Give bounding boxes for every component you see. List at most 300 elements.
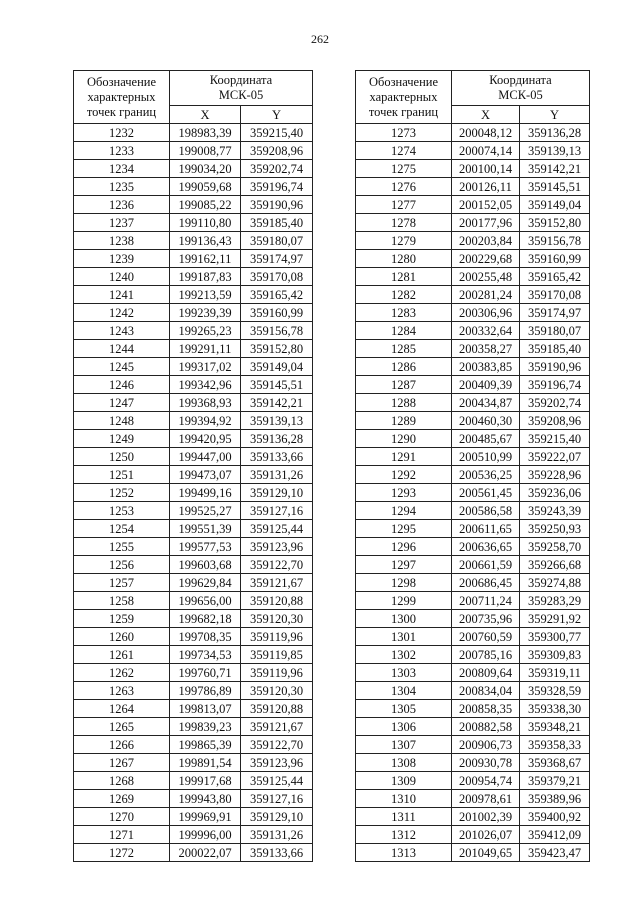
x-coordinate-cell: 199110,80: [170, 214, 241, 232]
point-number-cell: 1251: [74, 466, 170, 484]
point-number-cell: 1253: [74, 502, 170, 520]
table-row: [356, 772, 590, 790]
x-coordinate-cell: 200858,35: [452, 700, 520, 718]
point-number-cell: 1311: [356, 808, 452, 826]
table-row: [356, 754, 590, 772]
y-coordinate-cell: 359127,16: [241, 502, 313, 520]
y-coordinate-cell: 359202,74: [520, 394, 590, 412]
point-number-cell: 1285: [356, 340, 452, 358]
table-row: [74, 286, 313, 304]
y-coordinate-cell: 359222,07: [520, 448, 590, 466]
y-coordinate-cell: 359208,96: [241, 142, 313, 160]
point-number-cell: 1289: [356, 412, 452, 430]
x-coordinate-cell: 200255,48: [452, 268, 520, 286]
x-coordinate-cell: 199059,68: [170, 178, 241, 196]
table-row: [356, 466, 590, 484]
table-row: [356, 304, 590, 322]
y-coordinate-cell: 359300,77: [520, 628, 590, 646]
point-number-cell: 1283: [356, 304, 452, 322]
table-row: [356, 322, 590, 340]
x-coordinate-cell: 199420,95: [170, 430, 241, 448]
y-coordinate-cell: 359368,67: [520, 754, 590, 772]
table-row: [74, 700, 313, 718]
x-coordinate-cell: 199291,11: [170, 340, 241, 358]
x-coordinate-cell: 200978,61: [452, 790, 520, 808]
table-row: [74, 574, 313, 592]
table-row: [74, 682, 313, 700]
table-header: [356, 71, 590, 124]
table-row: [356, 178, 590, 196]
x-coordinate-cell: 200203,84: [452, 232, 520, 250]
x-coordinate-cell: 200460,30: [452, 412, 520, 430]
y-coordinate-cell: 359145,51: [520, 178, 590, 196]
point-number-cell: 1312: [356, 826, 452, 844]
point-number-cell: 1308: [356, 754, 452, 772]
point-number-cell: 1287: [356, 376, 452, 394]
table-row: [74, 322, 313, 340]
point-number-cell: 1232: [74, 124, 170, 142]
point-number-cell: 1302: [356, 646, 452, 664]
point-number-cell: 1266: [74, 736, 170, 754]
x-coordinate-cell: 199891,54: [170, 754, 241, 772]
table-row: [356, 358, 590, 376]
table-row: [356, 340, 590, 358]
x-coordinate-cell: 199708,35: [170, 628, 241, 646]
x-coordinate-cell: 199265,23: [170, 322, 241, 340]
point-number-cell: 1270: [74, 808, 170, 826]
x-coordinate-cell: 199813,07: [170, 700, 241, 718]
x-coordinate-cell: 200434,87: [452, 394, 520, 412]
y-coordinate-cell: 359165,42: [520, 268, 590, 286]
x-coordinate-cell: 201026,07: [452, 826, 520, 844]
table-row: [74, 160, 313, 178]
y-coordinate-cell: 359348,21: [520, 718, 590, 736]
x-coordinate-cell: 199342,96: [170, 376, 241, 394]
table-row: [356, 412, 590, 430]
y-coordinate-cell: 359190,96: [241, 196, 313, 214]
point-number-cell: 1252: [74, 484, 170, 502]
y-coordinate-cell: 359120,88: [241, 592, 313, 610]
x-coordinate-cell: 199551,39: [170, 520, 241, 538]
point-number-cell: 1244: [74, 340, 170, 358]
point-number-cell: 1306: [356, 718, 452, 736]
x-coordinate-cell: 199525,27: [170, 502, 241, 520]
x-coordinate-cell: 201002,39: [452, 808, 520, 826]
x-coordinate-cell: 199577,53: [170, 538, 241, 556]
table-row: [356, 556, 590, 574]
x-coordinate-cell: 200735,96: [452, 610, 520, 628]
y-coordinate-cell: 359131,26: [241, 826, 313, 844]
y-coordinate-cell: 359120,30: [241, 610, 313, 628]
x-coordinate-cell: 200611,65: [452, 520, 520, 538]
x-coordinate-cell: 200229,68: [452, 250, 520, 268]
x-column-header: X: [452, 106, 520, 124]
point-number-cell: 1245: [74, 358, 170, 376]
x-coordinate-cell: 199786,89: [170, 682, 241, 700]
point-number-cell: 1274: [356, 142, 452, 160]
x-coordinate-cell: 200954,74: [452, 772, 520, 790]
point-number-cell: 1295: [356, 520, 452, 538]
point-number-cell: 1265: [74, 718, 170, 736]
x-coordinate-cell: 200048,12: [452, 124, 520, 142]
table-row: [74, 340, 313, 358]
point-number-cell: 1300: [356, 610, 452, 628]
table-row: [74, 790, 313, 808]
y-column-header: Y: [520, 106, 590, 124]
y-coordinate-cell: 359160,99: [520, 250, 590, 268]
table-row: [74, 430, 313, 448]
table-row: [74, 394, 313, 412]
table-row: [74, 844, 313, 862]
y-coordinate-cell: 359119,85: [241, 646, 313, 664]
point-number-cell: 1304: [356, 682, 452, 700]
table-row: [356, 196, 590, 214]
table-row: [356, 808, 590, 826]
table-row: [356, 142, 590, 160]
y-coordinate-cell: 359180,07: [241, 232, 313, 250]
point-number-cell: 1309: [356, 772, 452, 790]
x-column-header: X: [170, 106, 241, 124]
table-row: [356, 700, 590, 718]
y-coordinate-cell: 359136,28: [241, 430, 313, 448]
table-row: [74, 214, 313, 232]
coordinate-system-header: Координата МСК-05: [170, 71, 313, 106]
point-number-cell: 1262: [74, 664, 170, 682]
x-coordinate-cell: 200906,73: [452, 736, 520, 754]
table-row: [74, 448, 313, 466]
y-coordinate-cell: 359133,66: [241, 448, 313, 466]
x-coordinate-cell: 200536,25: [452, 466, 520, 484]
x-coordinate-cell: 199187,83: [170, 268, 241, 286]
table-row: [74, 628, 313, 646]
table-row: [74, 610, 313, 628]
table-row: [74, 772, 313, 790]
point-number-cell: 1291: [356, 448, 452, 466]
x-coordinate-cell: 200332,64: [452, 322, 520, 340]
y-coordinate-cell: 359156,78: [241, 322, 313, 340]
x-coordinate-cell: 199996,00: [170, 826, 241, 844]
y-coordinate-cell: 359121,67: [241, 574, 313, 592]
y-coordinate-cell: 359131,26: [241, 466, 313, 484]
coordinates-table-right: [355, 70, 590, 862]
y-coordinate-cell: 359119,96: [241, 628, 313, 646]
y-coordinate-cell: 359243,39: [520, 502, 590, 520]
y-coordinate-cell: 359123,96: [241, 538, 313, 556]
table-row: [74, 646, 313, 664]
point-number-cell: 1276: [356, 178, 452, 196]
y-coordinate-cell: 359170,08: [241, 268, 313, 286]
point-number-cell: 1261: [74, 646, 170, 664]
y-coordinate-cell: 359160,99: [241, 304, 313, 322]
point-number-cell: 1233: [74, 142, 170, 160]
table-row: [74, 538, 313, 556]
y-coordinate-cell: 359142,21: [241, 394, 313, 412]
point-number-cell: 1234: [74, 160, 170, 178]
x-coordinate-cell: 200383,85: [452, 358, 520, 376]
table-row: [356, 286, 590, 304]
x-coordinate-cell: 200358,27: [452, 340, 520, 358]
x-coordinate-cell: 199682,18: [170, 610, 241, 628]
point-number-cell: 1260: [74, 628, 170, 646]
point-number-cell: 1241: [74, 286, 170, 304]
point-number-cell: 1243: [74, 322, 170, 340]
table-row: [74, 718, 313, 736]
table-row: [74, 826, 313, 844]
point-number-cell: 1275: [356, 160, 452, 178]
y-coordinate-cell: 359196,74: [241, 178, 313, 196]
table-row: [356, 844, 590, 862]
point-number-cell: 1269: [74, 790, 170, 808]
y-coordinate-cell: 359180,07: [520, 322, 590, 340]
y-coordinate-cell: 359338,30: [520, 700, 590, 718]
table-row: [356, 250, 590, 268]
point-number-cell: 1236: [74, 196, 170, 214]
point-number-cell: 1264: [74, 700, 170, 718]
x-coordinate-cell: 200686,45: [452, 574, 520, 592]
x-coordinate-cell: 200177,96: [452, 214, 520, 232]
x-coordinate-cell: 199085,22: [170, 196, 241, 214]
point-number-cell: 1273: [356, 124, 452, 142]
table-row: [356, 736, 590, 754]
y-coordinate-cell: 359121,67: [241, 718, 313, 736]
table-row: [74, 556, 313, 574]
table-row: [74, 196, 313, 214]
table-row: [74, 502, 313, 520]
x-coordinate-cell: 200074,14: [452, 142, 520, 160]
x-coordinate-cell: 200785,16: [452, 646, 520, 664]
y-coordinate-cell: 359202,74: [241, 160, 313, 178]
point-number-cell: 1263: [74, 682, 170, 700]
point-number-cell: 1256: [74, 556, 170, 574]
point-number-cell: 1242: [74, 304, 170, 322]
y-coordinate-cell: 359236,06: [520, 484, 590, 502]
y-coordinate-cell: 359412,09: [520, 826, 590, 844]
x-coordinate-cell: 200306,96: [452, 304, 520, 322]
y-coordinate-cell: 359123,96: [241, 754, 313, 772]
point-number-cell: 1292: [356, 466, 452, 484]
point-number-cell: 1288: [356, 394, 452, 412]
x-coordinate-cell: 200882,58: [452, 718, 520, 736]
x-coordinate-cell: 200930,78: [452, 754, 520, 772]
x-coordinate-cell: 199499,16: [170, 484, 241, 502]
x-coordinate-cell: 200281,24: [452, 286, 520, 304]
y-coordinate-cell: 359196,74: [520, 376, 590, 394]
y-coordinate-cell: 359274,88: [520, 574, 590, 592]
table-row: [74, 304, 313, 322]
x-coordinate-cell: 200760,59: [452, 628, 520, 646]
x-coordinate-cell: 199734,53: [170, 646, 241, 664]
y-coordinate-cell: 359125,44: [241, 772, 313, 790]
x-coordinate-cell: 200561,45: [452, 484, 520, 502]
table-row: [74, 592, 313, 610]
y-coordinate-cell: 359129,10: [241, 808, 313, 826]
x-coordinate-cell: 199656,00: [170, 592, 241, 610]
y-coordinate-cell: 359145,51: [241, 376, 313, 394]
table-row: [356, 376, 590, 394]
x-coordinate-cell: 199239,39: [170, 304, 241, 322]
point-number-cell: 1303: [356, 664, 452, 682]
x-coordinate-cell: 200022,07: [170, 844, 241, 862]
point-number-cell: 1290: [356, 430, 452, 448]
x-coordinate-cell: 199865,39: [170, 736, 241, 754]
point-number-cell: 1299: [356, 592, 452, 610]
y-coordinate-cell: 359174,97: [520, 304, 590, 322]
table-row: [356, 592, 590, 610]
y-coordinate-cell: 359136,28: [520, 124, 590, 142]
table-row: [356, 682, 590, 700]
table-row: [356, 268, 590, 286]
point-number-cell: 1258: [74, 592, 170, 610]
x-coordinate-cell: 199473,07: [170, 466, 241, 484]
x-coordinate-cell: 200100,14: [452, 160, 520, 178]
point-number-cell: 1239: [74, 250, 170, 268]
table-row: [356, 826, 590, 844]
x-coordinate-cell: 200711,24: [452, 592, 520, 610]
x-coordinate-cell: 200586,58: [452, 502, 520, 520]
x-coordinate-cell: 199034,20: [170, 160, 241, 178]
table-row: [74, 412, 313, 430]
point-number-cell: 1298: [356, 574, 452, 592]
x-coordinate-cell: 200661,59: [452, 556, 520, 574]
point-number-cell: 1246: [74, 376, 170, 394]
point-number-cell: 1278: [356, 214, 452, 232]
table-row: [74, 178, 313, 196]
x-coordinate-cell: 199136,43: [170, 232, 241, 250]
coordinates-table-left: [73, 70, 313, 862]
table-row: [74, 376, 313, 394]
x-coordinate-cell: 199447,00: [170, 448, 241, 466]
point-number-cell: 1297: [356, 556, 452, 574]
point-number-cell: 1267: [74, 754, 170, 772]
table-row: [356, 484, 590, 502]
point-number-cell: 1237: [74, 214, 170, 232]
table-row: [74, 232, 313, 250]
point-number-cell: 1280: [356, 250, 452, 268]
table-body: [74, 124, 313, 862]
y-coordinate-cell: 359129,10: [241, 484, 313, 502]
table-row: [356, 124, 590, 142]
table-row: [74, 808, 313, 826]
table-row: [74, 142, 313, 160]
point-number-cell: 1271: [74, 826, 170, 844]
point-number-cell: 1286: [356, 358, 452, 376]
y-coordinate-cell: 359266,68: [520, 556, 590, 574]
y-coordinate-cell: 359258,70: [520, 538, 590, 556]
x-coordinate-cell: 199943,80: [170, 790, 241, 808]
x-coordinate-cell: 199969,91: [170, 808, 241, 826]
y-coordinate-cell: 359139,13: [241, 412, 313, 430]
table-row: [74, 520, 313, 538]
x-coordinate-cell: 199760,71: [170, 664, 241, 682]
y-coordinate-cell: 359423,47: [520, 844, 590, 862]
x-coordinate-cell: 200809,64: [452, 664, 520, 682]
point-number-cell: 1279: [356, 232, 452, 250]
y-coordinate-cell: 359122,70: [241, 556, 313, 574]
table-row: [74, 484, 313, 502]
point-number-cell: 1250: [74, 448, 170, 466]
point-number-cell: 1293: [356, 484, 452, 502]
point-label-header: Обозначение характерных точек границ: [74, 71, 170, 124]
table-row: [356, 214, 590, 232]
x-coordinate-cell: 199603,68: [170, 556, 241, 574]
x-coordinate-cell: 201049,65: [452, 844, 520, 862]
y-coordinate-cell: 359120,30: [241, 682, 313, 700]
point-number-cell: 1255: [74, 538, 170, 556]
table-row: [356, 430, 590, 448]
y-coordinate-cell: 359149,04: [241, 358, 313, 376]
y-coordinate-cell: 359215,40: [520, 430, 590, 448]
y-coordinate-cell: 359319,11: [520, 664, 590, 682]
y-coordinate-cell: 359120,88: [241, 700, 313, 718]
x-coordinate-cell: 200409,39: [452, 376, 520, 394]
point-number-cell: 1281: [356, 268, 452, 286]
point-number-cell: 1310: [356, 790, 452, 808]
point-number-cell: 1235: [74, 178, 170, 196]
y-coordinate-cell: 359358,33: [520, 736, 590, 754]
point-number-cell: 1254: [74, 520, 170, 538]
point-number-cell: 1272: [74, 844, 170, 862]
point-number-cell: 1305: [356, 700, 452, 718]
y-coordinate-cell: 359142,21: [520, 160, 590, 178]
table-header: [74, 71, 313, 124]
point-number-cell: 1307: [356, 736, 452, 754]
table-row: [356, 628, 590, 646]
point-number-cell: 1249: [74, 430, 170, 448]
point-number-cell: 1248: [74, 412, 170, 430]
table-row: [74, 754, 313, 772]
x-coordinate-cell: 199317,02: [170, 358, 241, 376]
table-row: [74, 466, 313, 484]
point-number-cell: 1238: [74, 232, 170, 250]
y-coordinate-cell: 359119,96: [241, 664, 313, 682]
table-row: [356, 160, 590, 178]
page-number: 262: [311, 32, 329, 46]
x-coordinate-cell: 199839,23: [170, 718, 241, 736]
y-coordinate-cell: 359156,78: [520, 232, 590, 250]
y-coordinate-cell: 359291,92: [520, 610, 590, 628]
point-number-cell: 1259: [74, 610, 170, 628]
y-column-header: Y: [241, 106, 313, 124]
y-coordinate-cell: 359174,97: [241, 250, 313, 268]
point-number-cell: 1268: [74, 772, 170, 790]
y-coordinate-cell: 359122,70: [241, 736, 313, 754]
y-coordinate-cell: 359309,83: [520, 646, 590, 664]
y-coordinate-cell: 359185,40: [241, 214, 313, 232]
y-coordinate-cell: 359208,96: [520, 412, 590, 430]
x-coordinate-cell: 200126,11: [452, 178, 520, 196]
x-coordinate-cell: 200510,99: [452, 448, 520, 466]
y-coordinate-cell: 359379,21: [520, 772, 590, 790]
y-coordinate-cell: 359133,66: [241, 844, 313, 862]
x-coordinate-cell: 199629,84: [170, 574, 241, 592]
table-row: [356, 520, 590, 538]
table-row: [74, 736, 313, 754]
table-row: [356, 610, 590, 628]
x-coordinate-cell: 199917,68: [170, 772, 241, 790]
table-row: [356, 232, 590, 250]
y-coordinate-cell: 359139,13: [520, 142, 590, 160]
point-number-cell: 1257: [74, 574, 170, 592]
table-row: [356, 394, 590, 412]
point-number-cell: 1301: [356, 628, 452, 646]
table-row: [356, 718, 590, 736]
point-number-cell: 1282: [356, 286, 452, 304]
table-row: [74, 268, 313, 286]
x-coordinate-cell: 199162,11: [170, 250, 241, 268]
x-coordinate-cell: 199394,92: [170, 412, 241, 430]
y-coordinate-cell: 359125,44: [241, 520, 313, 538]
x-coordinate-cell: 199213,59: [170, 286, 241, 304]
